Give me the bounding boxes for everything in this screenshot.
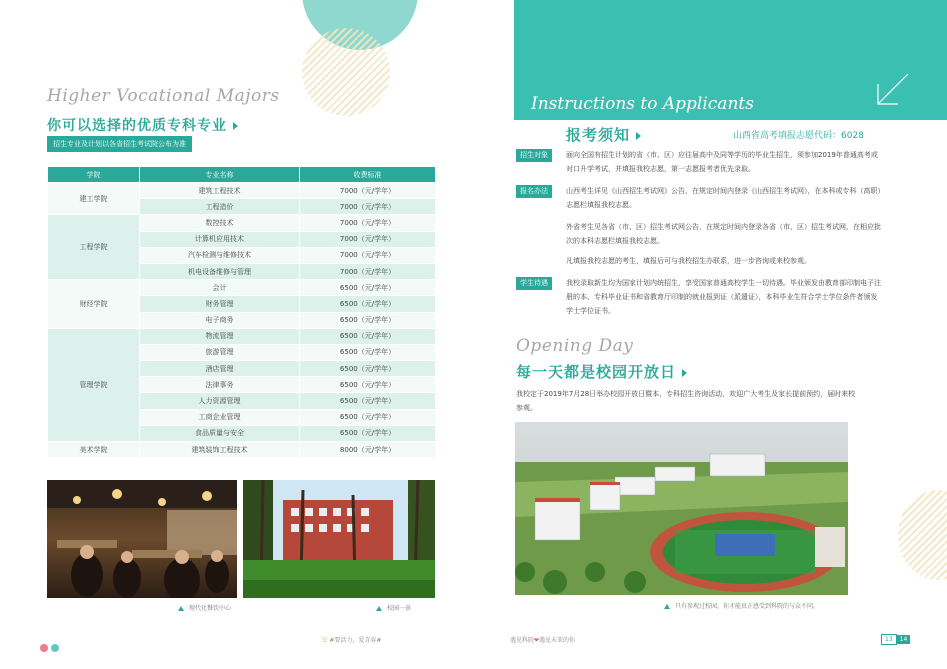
footer-slogan-text2: 遇见未来的你 [539, 637, 576, 644]
triangle-icon [376, 606, 382, 611]
section-text: 凡填报我校志愿的考生，填报后可与我校招生办联系，进一步咨询或来校参观。 [566, 257, 811, 265]
table-row [48, 215, 436, 231]
fee-cell: 7000（元/学年） [300, 215, 436, 231]
fee-cell: 6500（元/学年） [300, 328, 436, 344]
arrow-right-icon [233, 122, 238, 130]
fee-cell: 6500（元/学年） [300, 312, 436, 328]
major-cell: 建筑工程技术 [140, 183, 300, 199]
major-cell: 建筑装饰工程技术 [140, 442, 300, 458]
table-row [48, 280, 436, 296]
caption-text: 校园一景 [387, 605, 412, 612]
major-cell: 人力资源管理 [140, 393, 300, 409]
opening-text: 我校定于2019年7月28日举办校园开放日暨本、专科招生咨询活动，欢迎广大考生及家长提前预约，届时来校参观。 [516, 390, 856, 412]
arrow-right-icon [636, 132, 641, 140]
header-major: 专业名称 [140, 167, 300, 183]
caption-text: 只有参观过校园，你才能真正感受到科院的与众不同。 [675, 603, 820, 610]
decorative-dotted-circle [302, 28, 390, 116]
majors-script-title: Higher Vocational Majors [47, 86, 280, 106]
college-cell: 财经学院 [48, 280, 140, 329]
opening-script-title: Opening Day [516, 336, 634, 356]
heart-icon: ❤ [534, 637, 540, 644]
major-cell: 数控技术 [140, 215, 300, 231]
fee-cell: 6500（元/学年） [300, 361, 436, 377]
caption-text: 现代化餐饮中心 [189, 605, 232, 612]
fee-cell: 7000（元/学年） [300, 247, 436, 263]
header-college: 学院 [48, 167, 140, 183]
instructions-heading [566, 124, 641, 145]
major-cell: 旅游管理 [140, 344, 300, 360]
major-cell: 电子商务 [140, 312, 300, 328]
college-cell: 管理学院 [48, 328, 140, 441]
major-cell: 物流管理 [140, 328, 300, 344]
college-cell: 建工学院 [48, 183, 140, 215]
section-tag: 学生待遇 [516, 277, 552, 290]
admission-code: 山西省高考填报志愿代码：6028 [733, 131, 864, 141]
major-cell: 会计 [140, 280, 300, 296]
footer-slogan-text: #要活力，爱青春# [329, 637, 382, 644]
arrow-right-icon [682, 369, 687, 377]
fee-cell: 8000（元/学年） [300, 442, 436, 458]
aerial-campus-photo [515, 422, 848, 595]
table-header-row [48, 167, 436, 183]
majors-heading-text: 你可以选择的优质专科专业 [47, 118, 227, 134]
section-text: 山西考生详见《山西招生考试网》公告，在规定时间内登录《山西招生考试网》，在本科或专科（高职）志愿栏填报我校志愿。 [566, 187, 881, 209]
major-cell: 汽车检测与维修技术 [140, 247, 300, 263]
page-number-left: 13 [881, 634, 897, 645]
major-cell: 计算机应用技术 [140, 231, 300, 247]
opening-heading-text: 每一天都是校园开放日 [516, 363, 677, 381]
fee-cell: 7000（元/学年） [300, 199, 436, 215]
majors-table [47, 166, 436, 458]
footer-slogan-left [322, 635, 381, 644]
caption-campus [376, 603, 411, 612]
footer-dots [40, 637, 57, 656]
major-cell: 法律事务 [140, 377, 300, 393]
dining-center-photo [47, 480, 237, 598]
triangle-icon [664, 604, 670, 609]
page-number-right: 14 [897, 635, 911, 644]
header-fee: 收费标准 [300, 167, 436, 183]
section-text: 我校录取新生均为国家计划内统招生，享受国家普通高校学生一切待遇。毕业颁发由教育部印制电子注册的本、专科毕业证书和省教育厅印制的就业报到证（派遣证），本科毕业生符合学士学位条件者颁发学士学位证书。 [566, 279, 881, 315]
fee-cell: 6500（元/学年） [300, 344, 436, 360]
fee-cell: 7000（元/学年） [300, 231, 436, 247]
arrow-diagonal-icon [876, 72, 910, 106]
fee-cell: 6500（元/学年） [300, 296, 436, 312]
fee-cell: 7000（元/学年） [300, 263, 436, 279]
section-tag: 招生对象 [516, 149, 552, 162]
plan-note-tag: 招生专业及计划以各省招生考试院公布为准 [47, 136, 192, 152]
decorative-dotted-circle [898, 490, 947, 580]
instructions-script-title: Instructions to Applicants [531, 94, 754, 114]
majors-heading [47, 115, 238, 135]
major-cell: 财务管理 [140, 296, 300, 312]
table-row [48, 442, 436, 458]
fee-cell: 6500（元/学年） [300, 280, 436, 296]
footer-slogan-right [510, 635, 575, 644]
college-cell: 美术学院 [48, 442, 140, 458]
table-row [48, 328, 436, 344]
page-numbers [881, 634, 910, 645]
caption-aerial [664, 601, 819, 610]
caption-dining [178, 603, 231, 612]
campus-scene-photo [243, 480, 435, 598]
major-cell: 工程造价 [140, 199, 300, 215]
footer-slogan-text: 遇见科院 [510, 637, 535, 644]
fee-cell: 6500（元/学年） [300, 393, 436, 409]
fee-cell: 6500（元/学年） [300, 377, 436, 393]
college-cell: 工程学院 [48, 215, 140, 280]
section-text: 面向全国有招生计划的省（市、区）应往届高中及同等学历的毕业生招生，须参加2019年普通高考或对口升学考试，并填报我校志愿，第一志愿报考者优先录取。 [566, 151, 878, 173]
section-tag: 报名办法 [516, 185, 552, 198]
major-cell: 酒店管理 [140, 361, 300, 377]
instructions-heading-text: 报考须知 [566, 126, 631, 144]
fee-cell: 6500（元/学年） [300, 409, 436, 425]
major-cell: 机电设备维修与管理 [140, 263, 300, 279]
right-page [478, 0, 947, 669]
major-cell: 工商企业管理 [140, 409, 300, 425]
table-row [48, 183, 436, 199]
fee-cell: 7000（元/学年） [300, 183, 436, 199]
fee-cell: 6500（元/学年） [300, 425, 436, 441]
menu-icon: ☰ [322, 637, 328, 644]
pink-dot [40, 644, 48, 652]
teal-dot [51, 644, 59, 652]
opening-heading [516, 361, 687, 382]
triangle-icon [178, 606, 184, 611]
major-cell: 食品质量与安全 [140, 425, 300, 441]
section-text: 外省考生见各省（市、区）招生考试网公告，在规定时间内登录各省（市、区）招生考试网，在相应批次的本科志愿栏填报我校志愿。 [566, 223, 881, 245]
